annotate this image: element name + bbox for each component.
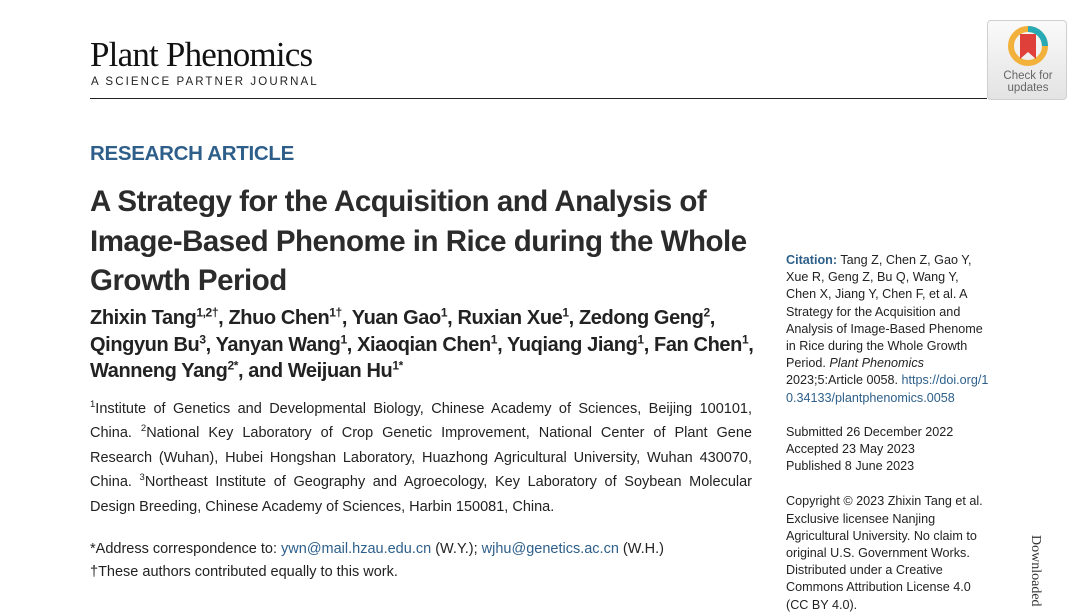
- author[interactable]: Xiaoqian Chen$^1$: [357, 331, 498, 356]
- journal-tagline: A SCIENCE PARTNER JOURNAL: [91, 76, 319, 88]
- published-date: Published 8 June 2023: [786, 459, 915, 474]
- author[interactable]: Zedong Geng$^2$: [578, 305, 710, 329]
- author[interactable]: Wanneng Yang$^{2*}$: [90, 358, 238, 382]
- download-watermark: Downloaded: [1028, 535, 1043, 607]
- author[interactable]: Zhuo Chen$^{1\dagger}$: [228, 305, 342, 329]
- header-rule: [90, 98, 987, 99]
- copyright-notice: Copyright © 2023 Zhixin Tang et al. Exclusive licensee Nanjing Agricultural University. No claim to original U.S. Government Works. Distributed under a Creative Commons Attribution License 4.0 (CC BY 4.0).: [786, 494, 983, 612]
- author[interactable]: Ruxian Xue$^1$: [457, 305, 569, 329]
- citation-block: Citation: Tang Z, Chen Z, Gao Y, Xue R, Geng Z, Bu Q, Wang Y, Chen X, Jiang Y, Chen F, et al. A Strategy for the Acquisition and Analysis of Image-Based Phenome in Rice during the Whole Growth Period. Plant Phenomics 2023;5:Article 0058. https://doi.org/10.34133/plantphenomics.0058: [786, 253, 989, 405]
- author-list: Zhixin Tang$^{1,2\dagger}$, Zhuo Chen$^{1\dagger}$, Yuan Gao$^1$, Ruxian Xue$^1$, Zedong Geng$^2$, Qingyun Bu$^3$, Yanyan Wang$^1$, Xiaoqian Chen$^1$, Yuqiang Jiang$^1$, Fan Chen$^1$, Wanneng Yang$^{2*}$, and Weijuan $Hu^{1*}$: [90, 305, 754, 382]
- author[interactable]: Yanyan Wang$^1$: [215, 331, 347, 356]
- email-link[interactable]: ywn@mail.hzau.edu.cn: [281, 541, 432, 557]
- correspondence: *Address correspondence to: ywn@mail.hzau.edu.cn (W.Y.); wjhu@genetics.ac.cn (W.H.) †These authors contributed equally to this work.: [90, 538, 664, 584]
- bookmark-icon: [1007, 25, 1049, 67]
- equal-contribution-note: †These authors contributed equally to this work.: [90, 564, 398, 580]
- doi-link[interactable]: https://doi.org/10.34133/plantphenomics.0058: [786, 373, 989, 405]
- submitted-date: Submitted 26 December 2022: [786, 424, 954, 439]
- accepted-date: Accepted 23 May 2023: [786, 442, 915, 457]
- author[interactable]: Yuqiang Jiang$^1$: [507, 331, 644, 356]
- section-label: RESEARCH ARTICLE: [90, 142, 295, 165]
- author[interactable]: Qingyun Bu$^3$: [90, 331, 206, 356]
- author[interactable]: Zhixin Tang$^{1,2\dagger}$: [90, 305, 219, 329]
- author[interactable]: Weijuan $Hu^{1*}$: [287, 358, 403, 382]
- author[interactable]: Yuan Gao$^1$: [351, 305, 448, 329]
- article-title: A Strategy for the Acquisition and Analysis of Image-Based Phenome in Rice during the Whole Growth Period: [90, 185, 747, 297]
- affiliations: $^1$Institute of Genetics and Developmental Biology, Chinese Academy of Sciences, Beijing 100101, China. $^2$National Key Laboratory of Crop Genetic Improvement, National Center of Plant Gene Research (Wuhan), Hubei Hongshan Laboratory, Huazhong Agricultural University, Wuhan 430070, China. $^3$Northeast Institute of Geography and Agroecology, Key Laboratory of Soybean Molecular Design Breeding, Chinese Academy of Sciences, Harbin 150081, China.: [90, 399, 752, 515]
- badge-label: Check for updates: [1003, 70, 1053, 94]
- author[interactable]: Fan Chen$^1$: [654, 331, 749, 356]
- email-link[interactable]: wjhu@genetics.ac.cn: [481, 541, 619, 557]
- journal-logo[interactable]: Plant Phenomics: [90, 35, 313, 74]
- article-sidebar: [786, 252, 992, 614]
- check-for-updates-button[interactable]: [987, 20, 1067, 100]
